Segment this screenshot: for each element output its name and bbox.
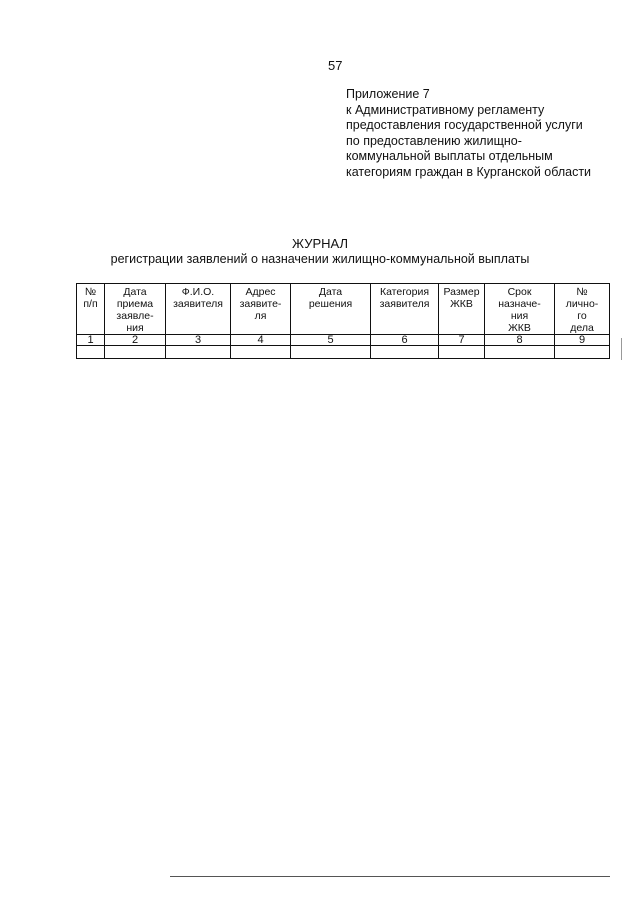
header-label: Категория заявителя (379, 286, 430, 310)
appendix-line: категориям граждан в Курганской области (346, 164, 592, 179)
header-label: Размер ЖКВ (443, 286, 480, 310)
column-number: 3 (166, 335, 231, 346)
header-label: № лично- го дела (565, 286, 599, 334)
header-label: Дата решения (308, 286, 353, 310)
table-cell (291, 346, 371, 359)
appendix-line: Приложение 7 (346, 87, 430, 101)
page-number: 57 (328, 58, 343, 73)
header-label: Ф.И.О. заявителя (173, 286, 223, 310)
appendix-line: коммунальной выплаты отдельным (346, 149, 553, 163)
table-cell (231, 346, 291, 359)
header-cell (371, 284, 439, 335)
table-cell (485, 346, 555, 359)
appendix-line: по предоставлению жилищно- (346, 133, 522, 148)
table-cell (555, 346, 610, 359)
table-cell (105, 346, 166, 359)
header-cell (105, 284, 166, 335)
table-header-row (77, 284, 610, 335)
header-cell (439, 284, 485, 335)
appendix-line: к Административному регламенту (346, 102, 545, 117)
column-number: 1 (77, 335, 105, 346)
journal-title: ЖУРНАЛ (291, 236, 349, 251)
column-number: 6 (371, 335, 439, 346)
table-cell (439, 346, 485, 359)
journal-table (76, 283, 610, 359)
table-cell (77, 346, 105, 359)
column-number: 2 (105, 335, 166, 346)
appendix-note (346, 87, 616, 180)
footer-rule (170, 876, 610, 877)
header-cell (555, 284, 610, 335)
column-number-row (77, 335, 610, 346)
column-number: 5 (291, 335, 371, 346)
header-label: № п/п (83, 286, 98, 310)
column-number: 8 (485, 335, 555, 346)
column-number: 9 (555, 335, 610, 346)
table-cell (166, 346, 231, 359)
header-cell (166, 284, 231, 335)
scan-mark (621, 338, 622, 360)
appendix-line: предоставления государственной услуги (346, 118, 583, 132)
header-cell (77, 284, 105, 335)
column-number: 4 (231, 335, 291, 346)
journal-subtitle: регистрации заявлений о назначении жилищно-коммунальной выплаты (110, 252, 530, 266)
table-cell (371, 346, 439, 359)
header-cell (231, 284, 291, 335)
header-cell (291, 284, 371, 335)
table-row (77, 346, 610, 359)
header-label: Срок назначе- ния ЖКВ (498, 286, 541, 334)
header-label: Дата приема заявле- ния (116, 286, 154, 334)
header-label: Адрес заявите- ля (239, 286, 282, 322)
column-number: 7 (439, 335, 485, 346)
header-cell (485, 284, 555, 335)
